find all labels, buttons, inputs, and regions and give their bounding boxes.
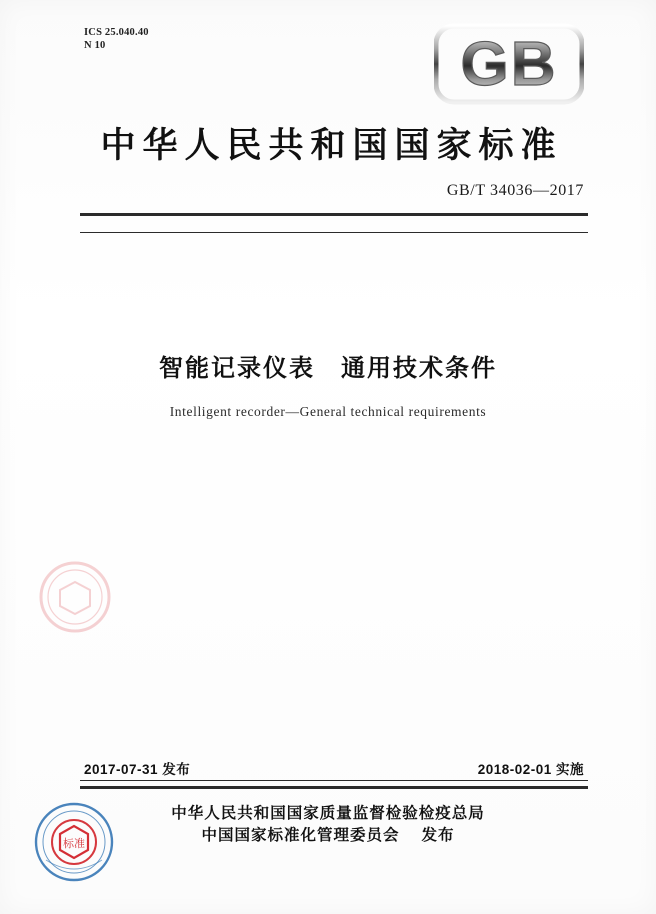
document-title-cn: 智能记录仪表 通用技术条件 bbox=[159, 355, 497, 382]
issue-date: 2017-07-31 发布 bbox=[84, 762, 191, 777]
divider-top-thick bbox=[80, 213, 588, 216]
publisher-line-2: 中国国家标准化管理委员会 bbox=[201, 827, 400, 844]
page-title: 中华人民共和国国家标准 bbox=[100, 126, 563, 165]
divider-top-thin bbox=[80, 232, 588, 233]
svg-text:标准: 标准 bbox=[63, 838, 85, 850]
ics-classification-block bbox=[84, 26, 149, 52]
watermark-seal-icon bbox=[38, 560, 112, 634]
svg-text:GB: GB bbox=[460, 30, 558, 99]
classification-number: N 10 bbox=[84, 40, 106, 51]
official-seal-icon bbox=[32, 800, 116, 884]
document-title-en: Intelligent recorder—General technical requirements bbox=[169, 404, 487, 419]
ics-number: ICS 25.040.40 bbox=[84, 27, 149, 38]
gb-logo-icon bbox=[434, 22, 584, 106]
divider-bottom-thick bbox=[80, 786, 588, 789]
divider-bottom-thin bbox=[80, 780, 588, 781]
release-word: 发布 bbox=[421, 827, 455, 844]
standard-number: GB/T 34036—2017 bbox=[446, 182, 584, 199]
effective-date: 2018-02-01 实施 bbox=[477, 762, 584, 777]
publisher-line-1: 中华人民共和国国家质量监督检验检疫总局 bbox=[171, 805, 485, 822]
publisher-line-2-wrap bbox=[201, 825, 454, 847]
